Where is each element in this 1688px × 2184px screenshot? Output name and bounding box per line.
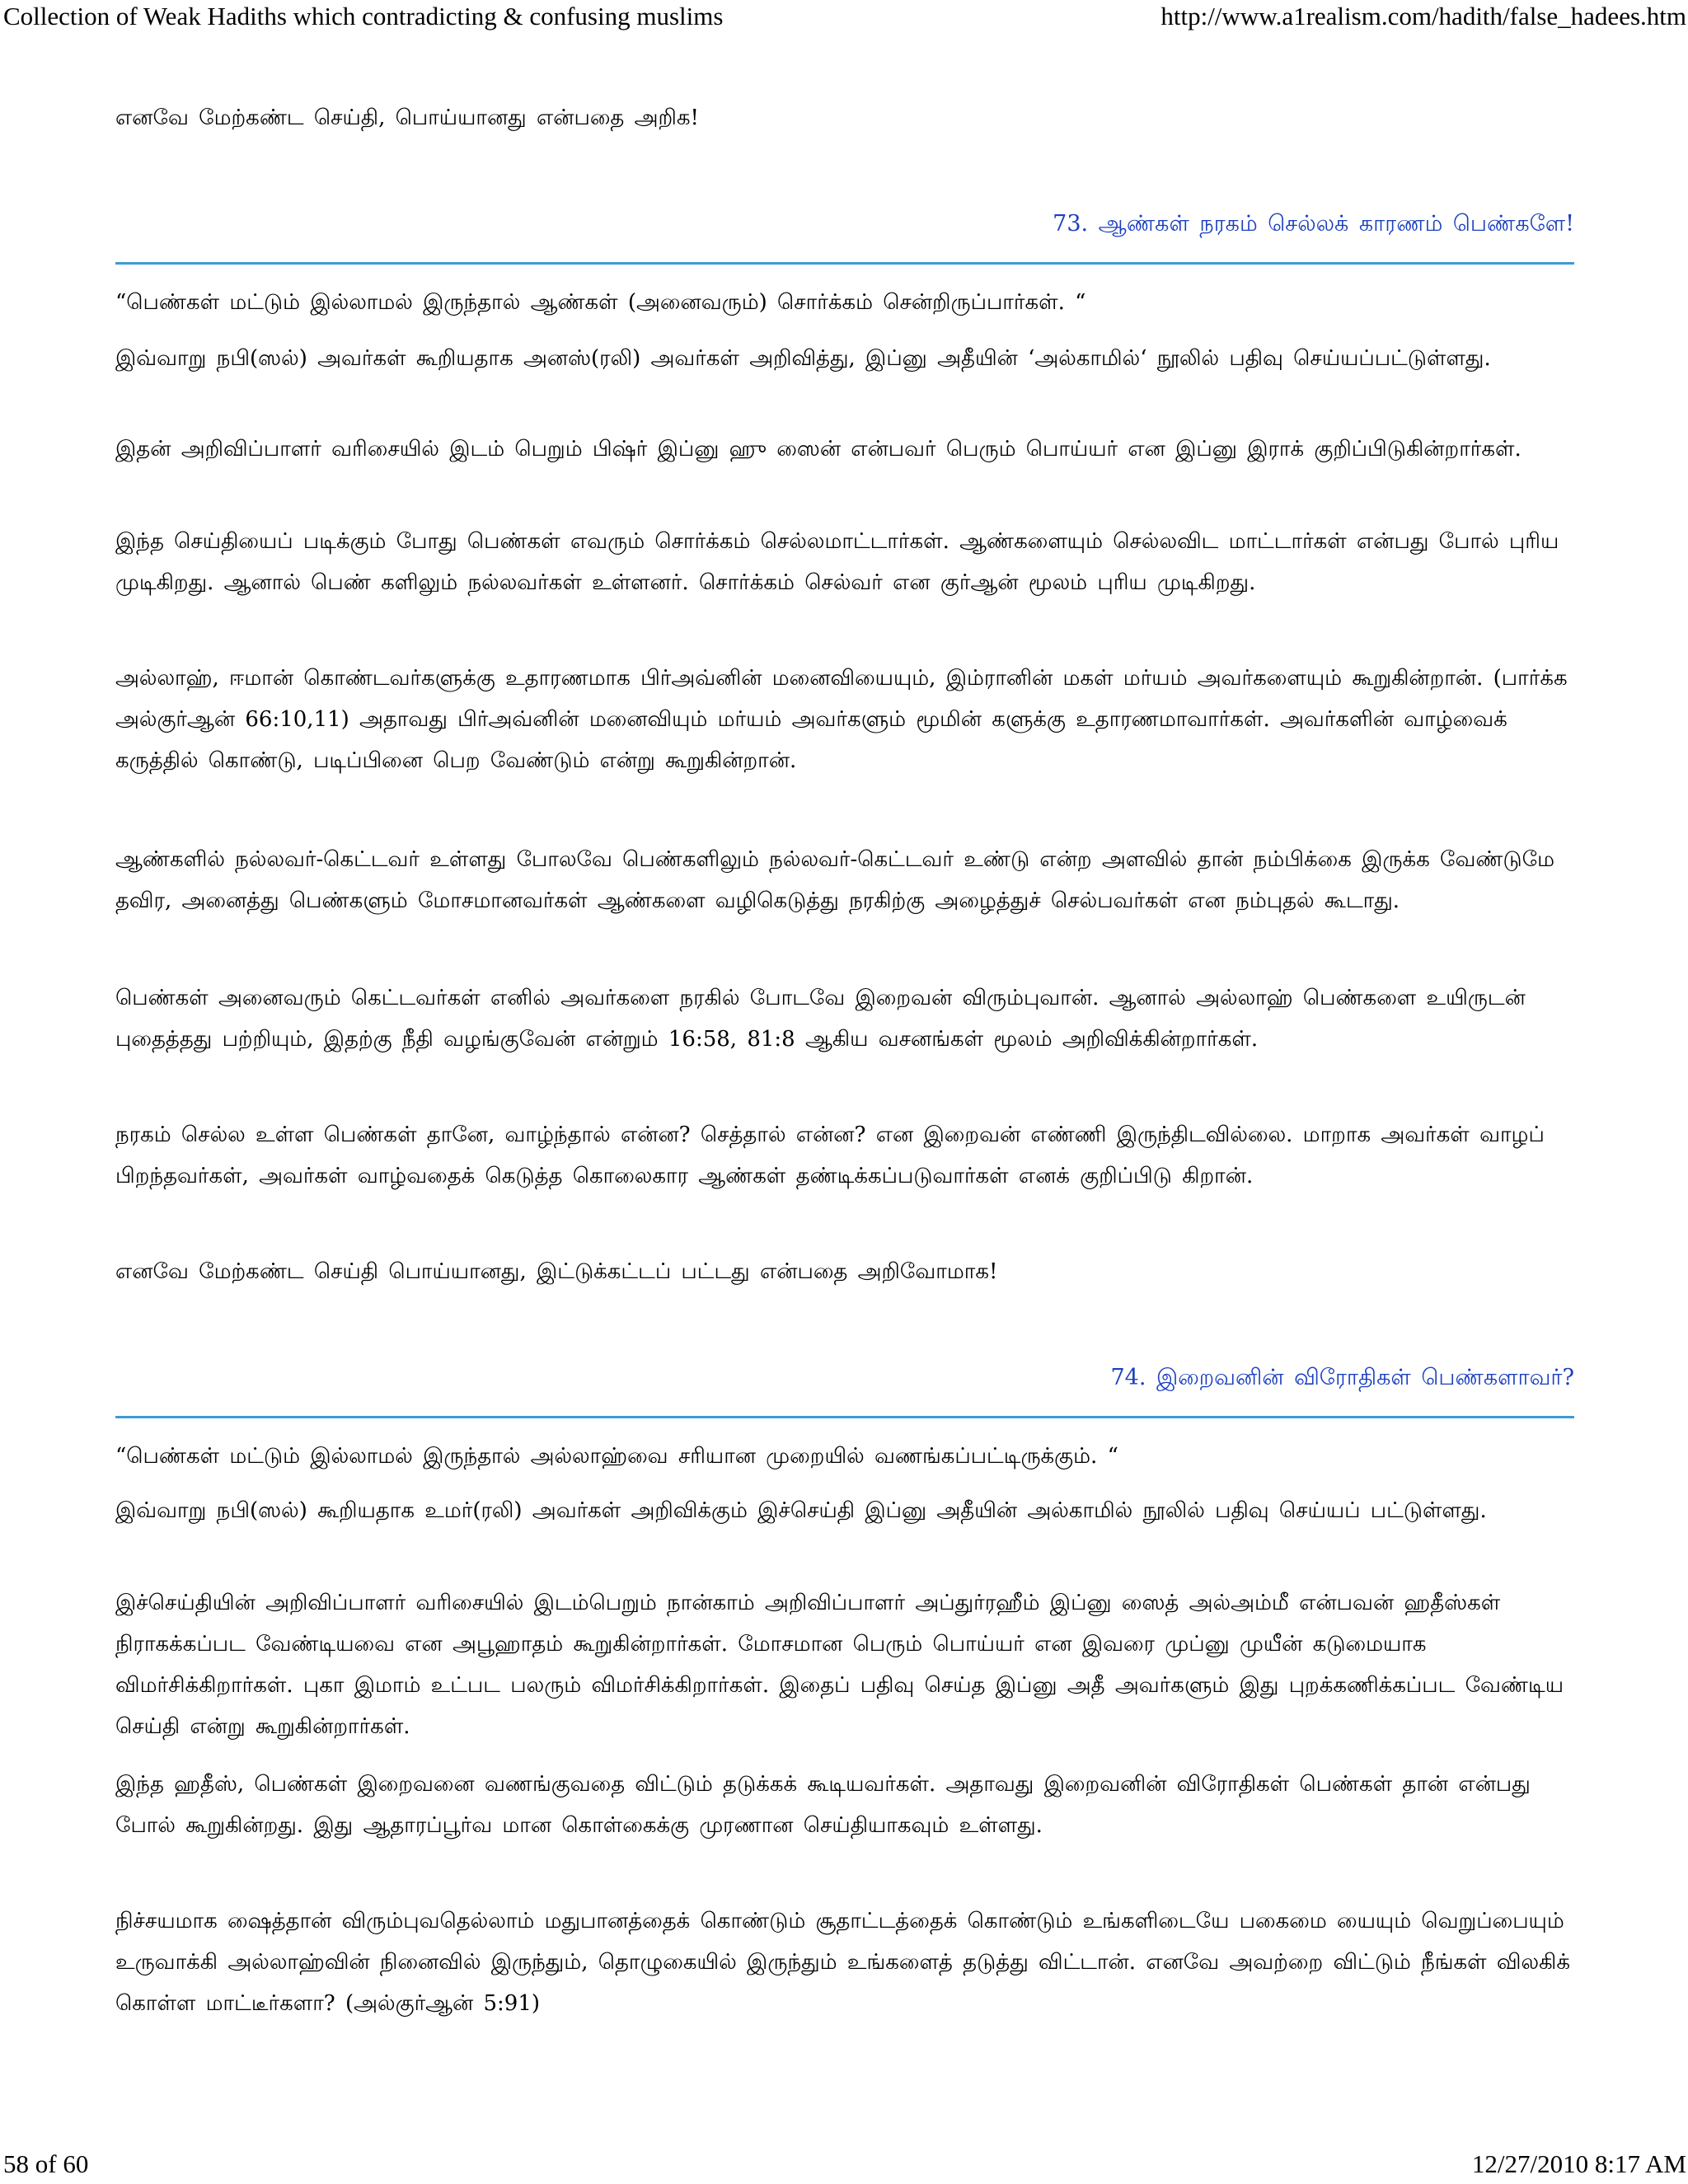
intro-paragraph: எனவே மேற்கண்ட செய்தி, பொய்யானது என்பதை அறிக! [115, 105, 699, 130]
page-header [0, 0, 1688, 33]
section-rule-73 [115, 262, 1574, 265]
page-number: 58 of 60 [3, 2149, 89, 2178]
page-footer [0, 2148, 1688, 2181]
quote-paragraph: “பெண்கள் மட்டும் இல்லாமல் இருந்தால் அல்லாஹ்வை சரியான முறையில் வணங்கப்பட்டிருக்கும். “ [115, 1444, 1118, 1469]
body-paragraph: இவ்வாறு நபி(ஸல்) கூறியதாக உமர்(ரலி) அவர்கள் அறிவிக்கும் இச்செய்தி இப்னு அதீயின் அல்காமில் நூலில் பதிவு செய்யப் பட்டுள்ளது. [115, 1498, 1487, 1523]
body-paragraph: இச்செய்தியின் அறிவிப்பாளர் வரிசையில் இடம்பெறும் நான்காம் அறிவிப்பாளர் அப்துர்ரஹீம் இப்னு ஸைத் அல்அம்மீ என்பவன் ஹதீஸ்கள் நிராகக்கப்பட வேண்டியவை என அபூஹாதம் கூறுகின்றார்கள். மோசமான பெரும் பொய்யர் என இவரை முப்னு முயீன் கடுமையாக விமர்சிக்கிறார்கள். புகா இமாம் உட்பட பலரும் விமர்சிக்கிறார்கள். இதைப் பதிவு செய்த இப்னு அதீ அவர்களும் இது புறக்கணிக்கப்பட வேண்டிய செய்தி என்று கூறுகின்றார்கள். [115, 1591, 1564, 1739]
quote-paragraph: “பெண்கள் மட்டும் இல்லாமல் இருந்தால் ஆண்கள் (அனைவரும்) சொர்க்கம் சென்றிருப்பார்கள். “ [115, 290, 1086, 315]
body-paragraph: நரகம் செல்ல உள்ள பெண்கள் தானே, வாழ்ந்தால் என்ன? செத்தால் என்ன? என இறைவன் எண்ணி இருந்திடவில்லை. மாறாக அவர்கள் வாழப் பிறந்தவர்கள், அவர்கள் வாழ்வதைக் கெடுத்த கொலைகார ஆண்கள் தண்டிக்கப்படுவார்கள் எனக் குறிப்பிடு கிறான். [115, 1122, 1545, 1188]
print-datetime: 12/27/2010 8:17 AM [1471, 2149, 1686, 2178]
body-paragraph: இதன் அறிவிப்பாளர் வரிசையில் இடம் பெறும் பிஷ்ர் இப்னு ஹு ஸைன் என்பவர் பெரும் பொய்யர் என இப்னு இராக் குறிப்பிடுகின்றார்கள். [115, 437, 1522, 462]
body-paragraph: ஆண்களில் நல்லவர்-கெட்டவர் உள்ளது போலவே பெண்களிலும் நல்லவர்-கெட்டவர் உண்டு என்ற அளவில் தான் நம்பிக்கை இருக்க வேண்டுமே தவிர, அனைத்து பெண்களும் மோசமானவர்கள் ஆண்களை வழிகெடுத்து நரகிற்கு அழைத்துச் செல்பவர்கள் என நம்புதல் கூடாது. [115, 847, 1555, 913]
document-title: Collection of Weak Hadiths which contradicting & confusing muslims [3, 2, 724, 30]
body-paragraph: பெண்கள் அனைவரும் கெட்டவர்கள் எனில் அவர்களை நரகில் போடவே இறைவன் விரும்புவான். ஆனால் அல்லாஹ் பெண்களை உயிருடன் புதைத்தது பற்றியும், இதற்கு நீதி வழங்குவேன் என்றும் 16:58, 81:8 ஆகிய வசனங்கள் மூலம் அறிவிக்கின்றார்கள். [115, 986, 1526, 1052]
page-url[interactable]: http://www.a1realism.com/hadith/false_hadees.htm [1160, 2, 1686, 30]
body-paragraph: இந்த ஹதீஸ், பெண்கள் இறைவனை வணங்குவதை விட்டும் தடுக்கக் கூடியவர்கள். அதாவது இறைவனின் விரோதிகள் பெண்கள் தான் என்பது போல் கூறுகின்றது. இது ஆதாரப்பூர்வ மான கொள்கைக்கு முரணான செய்தியாகவும் உள்ளது. [115, 1772, 1531, 1838]
body-paragraph: இவ்வாறு நபி(ஸல்) அவர்கள் கூறியதாக அனஸ்(ரலி) அவர்கள் அறிவித்து, இப்னு அதீயின் ‘அல்காமில்‘ நூலில் பதிவு செய்யப்பட்டுள்ளது. [115, 346, 1491, 371]
section-rule-74 [115, 1416, 1574, 1418]
body-paragraph: இந்த செய்தியைப் படிக்கும் போது பெண்கள் எவரும் சொர்க்கம் செல்லமாட்டார்கள். ஆண்களையும் செல்லவிட மாட்டார்கள் என்பது போல் புரிய முடிகிறது. ஆனால் பெண் களிலும் நல்லவர்கள் உள்ளனர். சொர்க்கம் செல்வர் என குர்ஆன் மூலம் புரிய முடிகிறது. [115, 529, 1559, 595]
body-paragraph: எனவே மேற்கண்ட செய்தி பொய்யானது, இட்டுக்கட்டப் பட்டது என்பதை அறிவோமாக! [115, 1259, 998, 1284]
section-heading-74: 74. இறைவனின் விரோதிகள் பெண்களாவர்? [1110, 1365, 1574, 1390]
section-heading-73: 73. ஆண்கள் நரகம் செல்லக் காரணம் பெண்களே! [1053, 211, 1574, 237]
body-paragraph: நிச்சயமாக ஷைத்தான் விரும்புவதெல்லாம் மதுபானத்தைக் கொண்டும் சூதாட்டத்தைக் கொண்டும் உங்களிடையே பகைமை யையும் வெறுப்பையும் உருவாக்கி அல்லாஹ்வின் நினைவில் இருந்தும், தொழுகையில் இருந்தும் உங்களைத் தடுத்து விட்டான். எனவே அவற்றை விட்டும் நீங்கள் விலகிக் கொள்ள மாட்டீர்களா? (அல்குர்ஆன் 5:91) [115, 1909, 1570, 2016]
body-paragraph: அல்லாஹ், ஈமான் கொண்டவர்களுக்கு உதாரணமாக பிர்அவ்னின் மனைவியையும், இம்ரானின் மகள் மர்யம் அவர்களையும் கூறுகின்றான். (பார்க்க அல்குர்ஆன் 66:10,11) அதாவது பிர்அவ்னின் மனைவியும் மர்யம் அவர்களும் மூமின் களுக்கு உதாரணமாவார்கள். அவர்களின் வாழ்வைக் கருத்தில் கொண்டு, படிப்பினை பெற வேண்டும் என்று கூறுகின்றான். [115, 666, 1568, 773]
